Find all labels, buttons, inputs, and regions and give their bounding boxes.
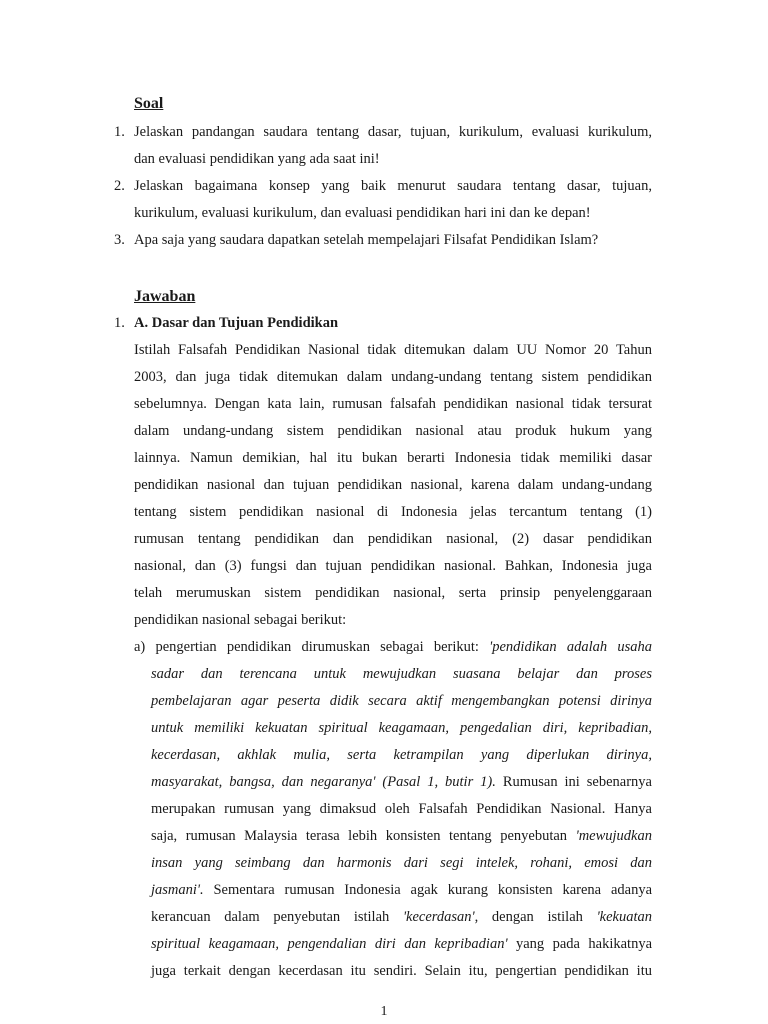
- item-a-text: yang pada hakikatnya: [507, 936, 653, 952]
- item-a-line-9: insan yang seimbang dan harmonis dari segi intelek, rohani, emosi dan: [151, 855, 652, 871]
- item-a-quote: 'kecerdasan': [402, 909, 475, 925]
- jawaban-heading: Jawaban: [134, 288, 196, 305]
- item-a-line-6: [151, 769, 652, 796]
- paragraph-line: rumusan tentang pendidikan dan pendidikan nasional, (2) dasar pendidikan: [134, 531, 652, 547]
- question-2-line-2: kurikulum, evaluasi kurikulum, dan evaluasi pendidikan hari ini dan ke depan!: [134, 205, 591, 221]
- soal-heading: Soal: [134, 95, 164, 112]
- paragraph-line: dalam undang-undang sistem pendidikan nasional atau produk hukum yang: [134, 423, 652, 439]
- item-a-quote: spiritual keagamaan, pengendalian diri dan kepribadian': [151, 936, 508, 952]
- item-a-text: Rumusan ini sebenarnya: [495, 774, 652, 790]
- item-a-quote: jasmani'.: [151, 882, 204, 898]
- item-a-line-7: merupakan rumusan yang dimaksud oleh Falsafah Pendidikan Nasional. Hanya: [151, 801, 652, 817]
- item-a-line-12: [151, 931, 652, 958]
- question-2-line-1: Jelaskan bagaimana konsep yang baik menurut saudara tentang dasar, tujuan,: [134, 178, 652, 194]
- item-a-line-4: untuk memiliki kekuatan spiritual keagamaan, pengedalian diri, kepribadian,: [151, 720, 652, 736]
- item-a-line-3: pembelajaran agar peserta didik secara aktif mengembangkan potensi dirinya: [151, 693, 652, 709]
- item-a-citation: masyarakat, bangsa, dan negaranya' (Pasal 1, butir 1).: [151, 774, 496, 790]
- item-a-text: kerancuan dalam penyebutan istilah: [151, 909, 403, 925]
- item-a-line-8: [151, 823, 652, 850]
- paragraph-line: tentang sistem pendidikan nasional di Indonesia jelas tercantum tentang (1): [134, 504, 652, 520]
- paragraph-line: lainnya. Namun demikian, hal itu bukan berarti Indonesia tidak memiliki dasar: [134, 450, 652, 466]
- question-1-line-2: dan evaluasi pendidikan yang ada saat ini!: [134, 151, 380, 167]
- paragraph-line: pendidikan nasional sebagai berikut:: [134, 612, 347, 628]
- item-a-line-2: sadar dan terencana untuk mewujudkan suasana belajar dan proses: [151, 666, 652, 682]
- item-a-line-13: juga terkait dengan kecerdasan itu sendiri. Selain itu, pengertian pendidikan itu: [151, 963, 652, 979]
- answer-1-number: 1.: [114, 315, 125, 331]
- item-a-quote: 'mewujudkan: [575, 828, 652, 844]
- paragraph-line: pendidikan nasional dan tujuan pendidikan nasional, karena dalam undang-undang: [134, 477, 652, 493]
- paragraph-line: nasional, dan (3) fungsi dan tujuan pendidikan nasional. Bahkan, Indonesia juga: [134, 558, 652, 574]
- item-a-quote: 'kekuatan: [596, 909, 652, 925]
- item-a-line-5: kecerdasan, akhlak mulia, serta ketrampilan yang diperlukan dirinya,: [151, 747, 652, 763]
- item-a-text: saja, rumusan Malaysia terasa lebih konsisten tentang penyebutan: [151, 828, 576, 844]
- section-title: A. Dasar dan Tujuan Pendidikan: [134, 315, 339, 331]
- item-a-text: a) pengertian pendidikan dirumuskan sebagai berikut:: [134, 639, 490, 655]
- question-3-line-1: Apa saja yang saudara dapatkan setelah mempelajari Filsafat Pendidikan Islam?: [134, 232, 599, 248]
- item-a-text: Sementara rumusan Indonesia agak kurang konsisten karena adanya: [203, 882, 652, 898]
- item-a-line-11: [151, 904, 652, 931]
- question-1-number: 1.: [114, 124, 125, 140]
- question-1-line-1: Jelaskan pandangan saudara tentang dasar, tujuan, kurikulum, evaluasi kurikulum,: [134, 124, 652, 140]
- paragraph-line: sebelumnya. Dengan kata lain, rumusan falsafah pendidikan nasional tidak tersurat: [134, 396, 652, 412]
- paragraph-line: Istilah Falsafah Pendidikan Nasional tidak ditemukan dalam UU Nomor 20 Tahun: [134, 342, 652, 358]
- page-number: 1: [380, 1004, 388, 1019]
- item-a-line-1: [134, 634, 652, 661]
- item-a-text: , dengan istilah: [474, 909, 597, 925]
- paragraph-line: telah merumuskan sistem pendidikan nasional, serta prinsip penyelenggaraan: [134, 585, 652, 601]
- question-2-number: 2.: [114, 178, 125, 194]
- item-a-line-10: [151, 877, 652, 904]
- paragraph-line: 2003, dan juga tidak ditemukan dalam undang-undang tentang sistem pendidikan: [134, 369, 652, 385]
- item-a-quote: 'pendidikan adalah usaha: [489, 639, 652, 655]
- question-3-number: 3.: [114, 232, 125, 248]
